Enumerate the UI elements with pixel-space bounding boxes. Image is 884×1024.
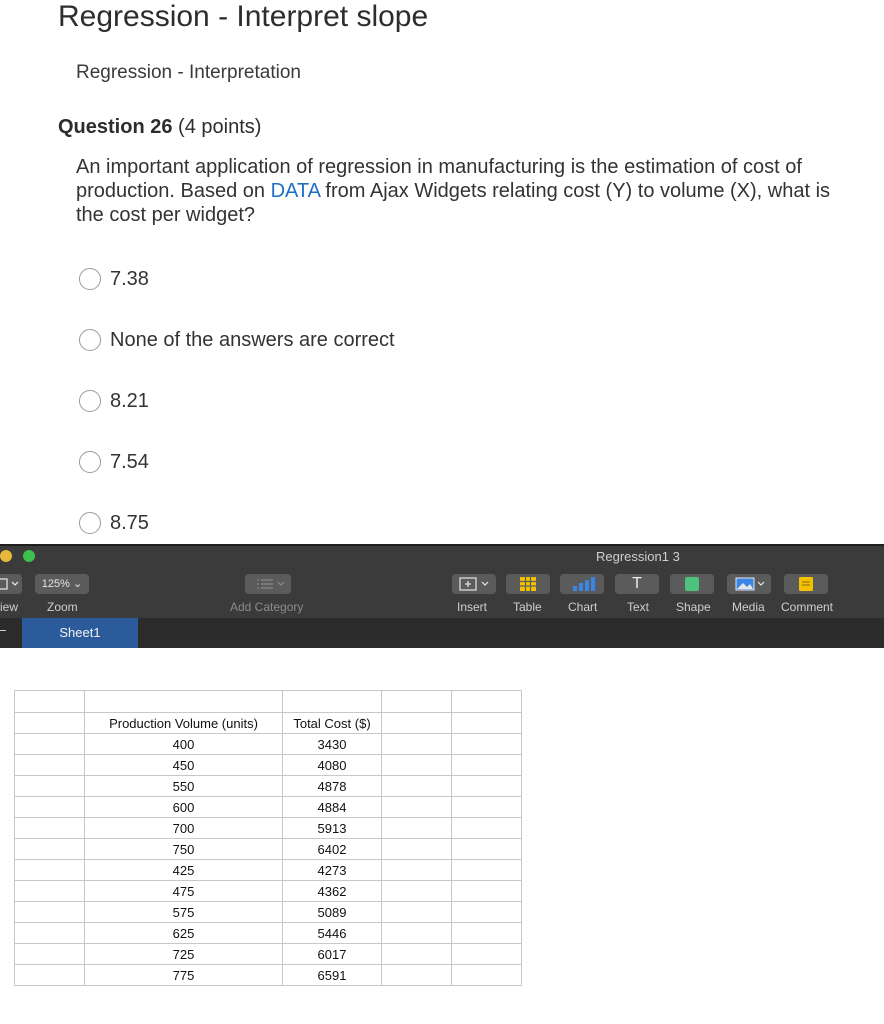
- table-cell[interactable]: [452, 734, 522, 755]
- table-cell[interactable]: [15, 902, 85, 923]
- chart-button[interactable]: [560, 574, 604, 594]
- table-cell[interactable]: 6591: [283, 965, 382, 986]
- table-cell[interactable]: [15, 776, 85, 797]
- table-row: [15, 691, 522, 713]
- view-label: iew: [0, 600, 19, 614]
- table-cell[interactable]: [382, 923, 452, 944]
- list-icon: [245, 574, 291, 594]
- table-row: [15, 860, 522, 881]
- table-cell[interactable]: [382, 713, 452, 734]
- window-title: Regression1 3: [596, 549, 680, 564]
- add-sheet-icon[interactable]: [0, 630, 6, 631]
- table-row: [15, 965, 522, 986]
- table-cell[interactable]: 4362: [283, 881, 382, 902]
- table-cell[interactable]: 625: [85, 923, 283, 944]
- section-subtitle: Regression - Interpretation: [76, 62, 301, 83]
- table-cell[interactable]: [452, 755, 522, 776]
- table-cell[interactable]: 6017: [283, 944, 382, 965]
- table-cell[interactable]: [382, 755, 452, 776]
- table-cell[interactable]: 575: [85, 902, 283, 923]
- table-cell[interactable]: 700: [85, 818, 283, 839]
- table-row: [15, 755, 522, 776]
- answer-label: None of the answers are correct: [110, 328, 395, 351]
- table-cell[interactable]: [452, 881, 522, 902]
- table-cell[interactable]: [382, 734, 452, 755]
- table-cell[interactable]: [452, 902, 522, 923]
- view-button[interactable]: [0, 574, 22, 594]
- question-text-before: An important application of regression in manufacturing is the estimation of cost of production. Based on: [76, 156, 802, 202]
- table-cell[interactable]: [452, 839, 522, 860]
- table-cell[interactable]: [382, 818, 452, 839]
- bar-chart-icon: [560, 574, 604, 594]
- question-text-after: from Ajax Widgets relating cost (Y) to volume (X), what is the cost per widget?: [76, 180, 831, 226]
- answer-label: 8.75: [110, 511, 149, 534]
- radio-button[interactable]: [79, 268, 101, 290]
- table-cell[interactable]: [452, 944, 522, 965]
- comment-icon: [784, 574, 828, 594]
- comment-button[interactable]: [784, 574, 828, 594]
- table-row: [15, 923, 522, 944]
- zoom-window-icon[interactable]: [23, 550, 35, 562]
- table-cell[interactable]: [15, 734, 85, 755]
- chevron-down-icon: ⌄: [72, 578, 83, 590]
- page-title: Regression - Interpret slope: [58, 0, 429, 33]
- insert-icon: [452, 574, 496, 594]
- table-cell[interactable]: [382, 839, 452, 860]
- answer-label: 8.21: [110, 389, 149, 412]
- radio-button[interactable]: [79, 451, 101, 473]
- table-row: [15, 818, 522, 839]
- table-cell[interactable]: [452, 776, 522, 797]
- table-cell[interactable]: [382, 965, 452, 986]
- table-cell[interactable]: 4080: [283, 755, 382, 776]
- table-cell[interactable]: [452, 923, 522, 944]
- table-cell[interactable]: 475: [85, 881, 283, 902]
- table-cell[interactable]: 4884: [283, 797, 382, 818]
- minimize-window-icon[interactable]: [0, 550, 12, 562]
- table-row: [15, 902, 522, 923]
- table-row: [15, 797, 522, 818]
- table-row: [15, 944, 522, 965]
- table-cell[interactable]: [15, 965, 85, 986]
- table-row: [15, 713, 522, 734]
- insert-button[interactable]: [452, 574, 496, 594]
- spreadsheet-table: [14, 690, 522, 986]
- table-cell[interactable]: 400: [85, 734, 283, 755]
- question-points: (4 points): [178, 116, 262, 138]
- table-cell[interactable]: [382, 691, 452, 713]
- table-cell[interactable]: [452, 860, 522, 881]
- question-text: [76, 155, 846, 227]
- zoom-dropdown[interactable]: [35, 574, 89, 594]
- answer-option[interactable]: [79, 449, 149, 475]
- table-cell[interactable]: [452, 797, 522, 818]
- table-cell[interactable]: [15, 944, 85, 965]
- table-cell[interactable]: [15, 860, 85, 881]
- table-cell[interactable]: [15, 713, 85, 734]
- table-cell[interactable]: 775: [85, 965, 283, 986]
- window-top-border: [0, 544, 884, 546]
- table-cell[interactable]: 450: [85, 755, 283, 776]
- table-row: [15, 881, 522, 902]
- answer-label: 7.54: [110, 450, 149, 473]
- answer-option[interactable]: [79, 266, 149, 292]
- add-category-button[interactable]: [245, 574, 291, 594]
- image-icon: [727, 574, 771, 594]
- table-cell[interactable]: [382, 776, 452, 797]
- table-cell[interactable]: 5913: [283, 818, 382, 839]
- table-cell[interactable]: [85, 691, 283, 713]
- table-cell[interactable]: 600: [85, 797, 283, 818]
- table-row: [15, 734, 522, 755]
- answer-label: 7.38: [110, 267, 149, 290]
- table-cell[interactable]: 4878: [283, 776, 382, 797]
- insert-label: Insert: [457, 600, 488, 614]
- table-cell[interactable]: [15, 923, 85, 944]
- table-cell[interactable]: 6402: [283, 839, 382, 860]
- table-cell[interactable]: [15, 881, 85, 902]
- table-cell[interactable]: [452, 818, 522, 839]
- media-button[interactable]: [727, 574, 771, 594]
- answer-option[interactable]: [79, 510, 149, 536]
- table-cell[interactable]: 5446: [283, 923, 382, 944]
- table-row: [15, 776, 522, 797]
- table-cell[interactable]: [15, 691, 85, 713]
- table-button[interactable]: [506, 574, 550, 594]
- table-cell[interactable]: 4273: [283, 860, 382, 881]
- table-cell[interactable]: [452, 713, 522, 734]
- sheet-tab-sheet1[interactable]: Sheet1: [22, 618, 138, 648]
- radio-button[interactable]: [79, 512, 101, 534]
- comment-label: Comment: [781, 600, 834, 614]
- radio-button[interactable]: [79, 329, 101, 351]
- radio-button[interactable]: [79, 390, 101, 412]
- table-cell[interactable]: [382, 944, 452, 965]
- table-cell[interactable]: [382, 797, 452, 818]
- table-cell[interactable]: Total Cost ($): [283, 713, 382, 734]
- answer-option[interactable]: [79, 327, 395, 353]
- table-cell[interactable]: 5089: [283, 902, 382, 923]
- zoom-label: Zoom: [47, 600, 78, 614]
- answer-option[interactable]: [79, 388, 149, 414]
- table-cell[interactable]: 550: [85, 776, 283, 797]
- table-cell[interactable]: 750: [85, 839, 283, 860]
- text-icon: T: [632, 575, 642, 592]
- table-cell[interactable]: [382, 902, 452, 923]
- table-cell[interactable]: [382, 860, 452, 881]
- shape-button[interactable]: [670, 574, 714, 594]
- table-cell[interactable]: 3430: [283, 734, 382, 755]
- table-cell[interactable]: 425: [85, 860, 283, 881]
- table-cell[interactable]: [283, 691, 382, 713]
- add-category-label: Add Category: [230, 600, 304, 614]
- question-number: Question 26: [58, 116, 173, 138]
- text-label: Text: [627, 600, 650, 614]
- table-cell[interactable]: [15, 818, 85, 839]
- table-cell[interactable]: Production Volume (units): [85, 713, 283, 734]
- table-cell[interactable]: [382, 881, 452, 902]
- table-label: Table: [513, 600, 542, 614]
- table-icon: [506, 574, 550, 594]
- table-cell[interactable]: [15, 839, 85, 860]
- table-cell[interactable]: [15, 755, 85, 776]
- text-button[interactable]: [615, 574, 659, 594]
- table-cell[interactable]: [452, 965, 522, 986]
- view-icon: [0, 574, 22, 594]
- shape-icon: [670, 574, 714, 594]
- question-heading: [58, 116, 261, 139]
- data-link[interactable]: DATA: [270, 180, 320, 202]
- chart-label: Chart: [568, 600, 598, 614]
- table-cell[interactable]: [15, 797, 85, 818]
- zoom-value: 125%: [41, 578, 70, 590]
- table-cell[interactable]: [452, 691, 522, 713]
- table-row: [15, 839, 522, 860]
- table-cell[interactable]: 725: [85, 944, 283, 965]
- shape-label: Shape: [676, 600, 711, 614]
- media-label: Media: [732, 600, 765, 614]
